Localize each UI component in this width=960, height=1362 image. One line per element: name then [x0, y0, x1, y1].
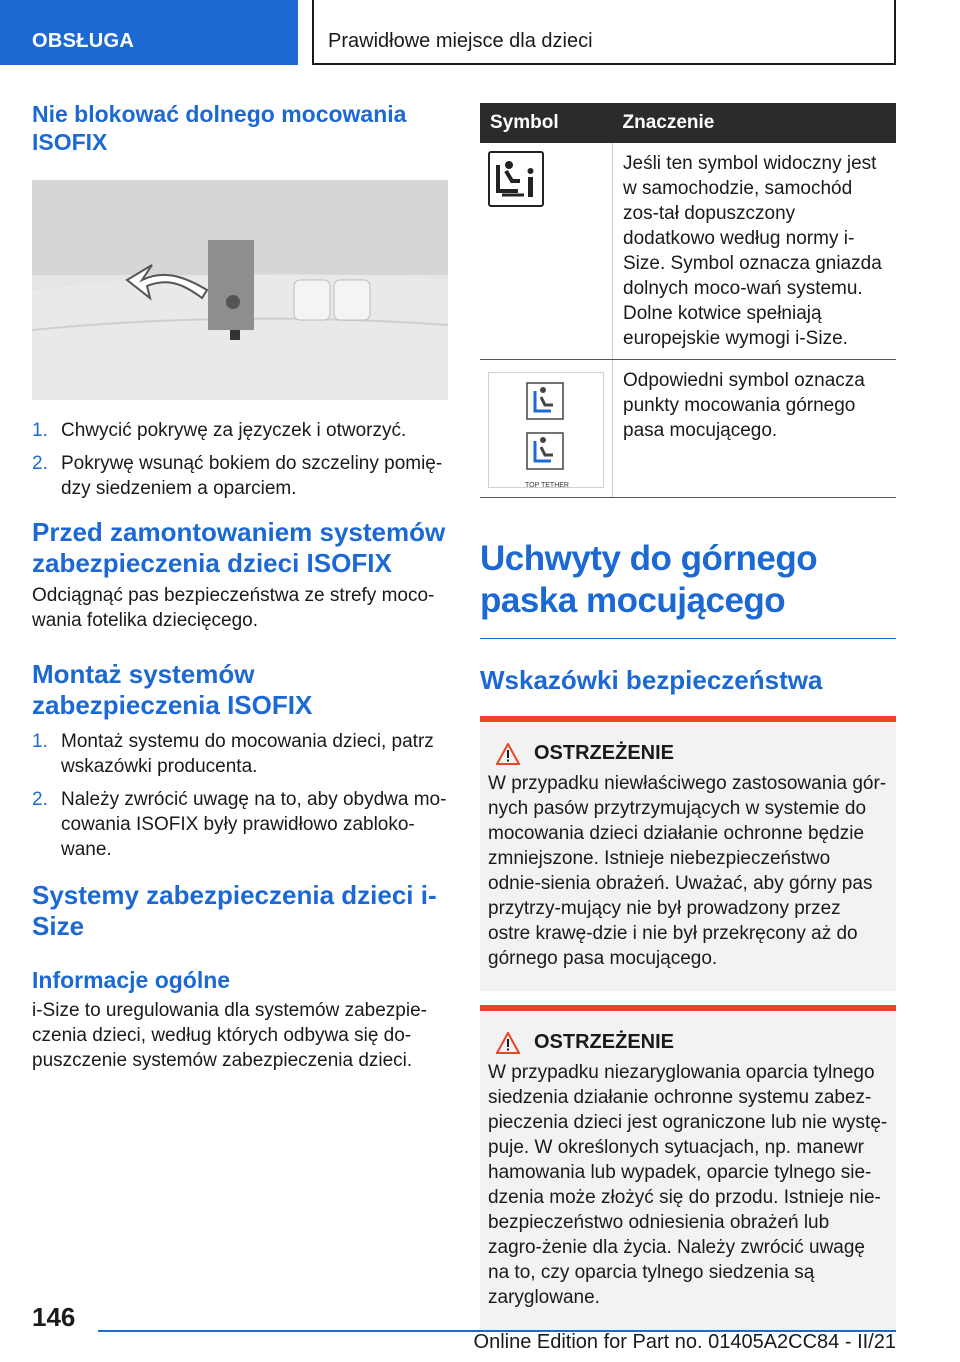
before-mounting-heading: Przed zamontowaniem systemów zabezpieczenia dzieci ISOFIX — [32, 517, 446, 578]
warning-box — [480, 716, 896, 991]
isize-heading: Systemy zabezpieczenia dzieci i-Size — [32, 880, 437, 941]
header-section-label: OBSŁUGA — [32, 30, 135, 52]
right-column — [480, 103, 896, 1330]
general-info-heading: Informacje ogólne — [32, 967, 231, 993]
table-header-meaning: Znaczenie — [613, 103, 897, 143]
footer-edition: Online Edition for Part no. 01405A2CC84 - II/21 — [473, 1331, 896, 1353]
step-number: 1. — [32, 420, 48, 441]
step-number: 2. — [32, 453, 48, 474]
header-title: Prawidłowe miejsce dla dzieci — [328, 30, 593, 52]
symbol-cell — [480, 360, 613, 498]
warning-title — [488, 742, 888, 765]
safety-heading: Wskazówki bezpieczeństwa — [480, 665, 823, 695]
warning-title-text: OSTRZEŻENIE — [534, 1031, 675, 1053]
list-item — [32, 787, 448, 862]
step-text: Pokrywę wsunąć bokiem do szczeliny pomię‐dzy siedzeniem a oparciem. — [61, 453, 443, 499]
table-header-symbol: Symbol — [480, 103, 613, 143]
mounting-heading: Montaż systemów zabezpieczenia ISOFIX — [32, 659, 313, 720]
list-item — [32, 418, 448, 443]
left-column — [32, 100, 448, 1073]
before-mounting-text: Odciągnąć pas bezpieczeństwa ze strefy moco‐wania fotelika dziecięcego. — [32, 585, 435, 631]
isofix-cover-photo — [32, 180, 448, 400]
step-text: Chwycić pokrywę za języczek i otworzyć. — [61, 420, 407, 441]
warning-text: W przypadku niewłaściwego zastosowania gór‐nych pasów przytrzymujących w systemie do mocowania dzieci działanie ochronne będzie zmniejszone. Istnieje niebezpieczeństwo odnie‐sienia obrażeń. Uważać, aby górny pas przytrzy‐mujący nie był prowadzony przez ostre krawę‐dzie i nie był przekręcony aż do górnego pasa mocującego. — [488, 773, 887, 969]
symbol-table — [480, 103, 896, 498]
header-section-tab — [0, 0, 298, 65]
warning-box — [480, 1005, 896, 1330]
meaning-cell: Odpowiedni symbol oznacza punkty mocowania górnego pasa mocującego. — [613, 360, 897, 498]
step-number: 1. — [32, 731, 48, 752]
page-number: 146 — [32, 1302, 76, 1332]
list-item — [32, 451, 448, 501]
top-tether-symbols-icon — [489, 373, 605, 483]
symbol-cell — [480, 143, 613, 360]
isofix-lock-heading: Nie blokować dolnego mocowania ISOFIX — [32, 101, 407, 155]
meaning-cell: Jeśli ten symbol widoczny jest w samochodzie, samochód zos‐tał dopuszczony dodatkowo według normy i-Size. Symbol oznacza gniazda dolnych moco‐wań systemu. Dolne kotwice spełniają europejskie wymogi i-Size. — [613, 143, 897, 360]
isofix-photo-illustration — [32, 180, 448, 400]
top-tether-label: TOP TETHER — [525, 482, 569, 489]
step-text: Montaż systemu do mocowania dzieci, patrz wskazówki producenta. — [61, 731, 434, 777]
warning-title-text: OSTRZEŻENIE — [534, 742, 675, 764]
table-row — [480, 143, 896, 360]
heading-rule — [480, 638, 896, 639]
warning-text: W przypadku niezaryglowania oparcia tylnego siedzenia działanie ochronne systemu zabez‐pieczenia dzieci jest ograniczone lub nie wystę‐puje. W określonych sytuacjach, np. manewr hamowania lub wypadek, oparcie tylnego sie‐dzenia może złożyć się do przodu. Istnieje nie‐bezpieczeństwo odniesienia obrażeń lub zagro‐żenie dla życia. Należy zwrócić uwagę na to, czy oparcia tylnego siedzenia są zaryglowane. — [488, 1062, 888, 1308]
step-number: 2. — [32, 789, 48, 810]
tether-heading: Uchwyty do górnego paska mocującego — [480, 539, 818, 620]
table-row — [480, 360, 896, 498]
warning-title — [488, 1031, 888, 1054]
list-item — [32, 729, 448, 779]
isize-seat-icon — [488, 151, 544, 207]
warning-triangle-icon — [496, 1032, 520, 1054]
top-tether-icon — [488, 372, 604, 488]
warning-triangle-icon — [496, 743, 520, 765]
header-title-box — [312, 0, 896, 65]
step-text: Należy zwrócić uwagę na to, aby obydwa mo‐cowania ISOFIX były prawidłowo zabloko‐wane. — [61, 789, 447, 860]
isofix-steps-list — [32, 418, 448, 501]
mounting-steps-list — [32, 729, 448, 862]
general-info-text: i-Size to uregulowania dla systemów zabezpie‐czenia dzieci, według których odbywa się do‐puszczenie systemów zabezpieczenia dzieci. — [32, 1000, 427, 1071]
